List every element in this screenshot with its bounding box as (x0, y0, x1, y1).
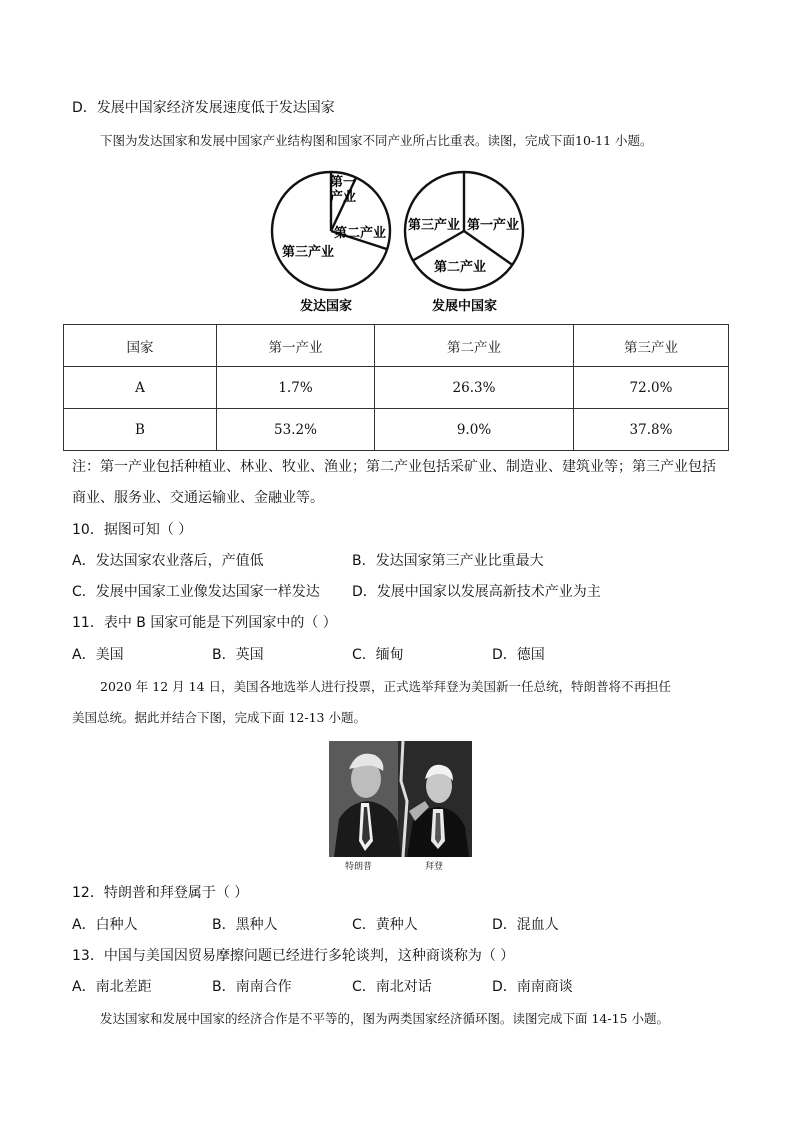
table-note: 商业、服务业、交通运输业、金融业等。 (72, 490, 324, 506)
question-option-c[interactable]: C．黄种人 (352, 917, 418, 933)
table-header-cell: 第二产业 (375, 325, 574, 367)
question-option-a[interactable]: A．美国 (72, 647, 124, 663)
table-row (64, 367, 729, 409)
question-10-stem: 10．据图可知（ ） (72, 522, 193, 538)
question-option-c[interactable]: C．南北对话 (352, 979, 432, 995)
question-option-b[interactable]: B．英国 (212, 647, 264, 663)
pie-label-secondary: 第二产业 (434, 260, 487, 275)
photo-caption-left: 特朗普 (345, 862, 373, 872)
table-cell: 1.7% (217, 367, 375, 409)
table-header-cell: 第一产业 (217, 325, 375, 367)
pie-label-primary-2: 产业 (330, 190, 357, 205)
pie-label-tertiary: 第三产业 (282, 245, 335, 260)
table-note: 注：第一产业包括种植业、林业、牧业、渔业；第二产业包括采矿业、制造业、建筑业等；第三产业包括 (72, 459, 716, 475)
table-cell: 26.3% (375, 367, 574, 409)
table-cell: A (64, 367, 217, 409)
question-option-d: D．发展中国家经济发展速度低于发达国家 (72, 100, 335, 116)
table-cell: B (64, 409, 217, 451)
question-option-c[interactable]: C．缅甸 (352, 647, 404, 663)
question-option-a[interactable]: A．发达国家农业落后，产值低 (72, 553, 264, 569)
question-option-d[interactable]: D．南南商谈 (492, 979, 573, 995)
question-option-d[interactable]: D．混血人 (492, 917, 559, 933)
pie-developing (405, 172, 523, 314)
pie-label-primary: 第一产业 (467, 218, 520, 233)
table-header-row (64, 325, 729, 367)
question-option-b[interactable]: B．南南合作 (212, 979, 292, 995)
question-12-stem: 12．特朗普和拜登属于（ ） (72, 885, 249, 901)
question-11-stem: 11．表中 B 国家可能是下列国家中的（ ） (72, 615, 337, 631)
question-11-options (72, 645, 732, 665)
pie-title-developed: 发达国家 (300, 299, 353, 314)
pie-charts-figure (262, 170, 532, 320)
pie-label-secondary: 第二产业 (334, 226, 387, 241)
question-12-options (72, 915, 732, 935)
intro-text: 下图为发达国家和发展中国家产业结构图和国家不同产业所占比重表。读图，完成下面10-11 小题。 (100, 133, 653, 148)
question-option-b[interactable]: B．发达国家第三产业比重最大 (352, 553, 544, 569)
question-10-options-row-1 (72, 551, 732, 571)
pie-developing-divider-3 (413, 231, 464, 261)
question-option-b[interactable]: B．黑种人 (212, 917, 278, 933)
intro-text: 美国总统。据此并结合下图，完成下面 12-13 小题。 (72, 710, 366, 725)
photo-caption-right: 拜登 (425, 862, 444, 872)
question-option-c[interactable]: C．发展中国家工业像发达国家一样发达 (72, 584, 320, 600)
industry-share-table (63, 324, 729, 451)
table-row (64, 409, 729, 451)
table-header-cell: 国家 (64, 325, 217, 367)
pie-title-developing: 发展中国家 (432, 299, 498, 314)
table-cell: 37.8% (574, 409, 729, 451)
question-option-a[interactable]: A．南北差距 (72, 979, 152, 995)
pie-label-tertiary: 第三产业 (408, 218, 461, 233)
intro-text: 发达国家和发展中国家的经济合作是不平等的，图为两类国家经济循环图。读图完成下面 14-15 小题。 (100, 1011, 669, 1026)
question-option-d[interactable]: D．发展中国家以发展高新技术产业为主 (352, 584, 601, 600)
question-13-options (72, 977, 732, 997)
table-cell: 9.0% (375, 409, 574, 451)
question-option-d[interactable]: D．德国 (492, 647, 545, 663)
table-header-cell: 第三产业 (574, 325, 729, 367)
intro-text: 2020 年 12 月 14 日，美国各地选举人进行投票，正式选举拜登为美国新一任总统，特朗普将不再担任 (100, 679, 671, 694)
candidates-photo (329, 741, 472, 872)
pie-label-primary-1: 第一 (330, 175, 357, 190)
question-option-a[interactable]: A．白种人 (72, 917, 138, 933)
table-cell: 72.0% (574, 367, 729, 409)
pie-developed (272, 172, 390, 314)
question-13-stem: 13．中国与美国因贸易摩擦问题已经进行多轮谈判，这种商谈称为（ ） (72, 948, 515, 964)
table-cell: 53.2% (217, 409, 375, 451)
question-10-options-row-2 (72, 582, 732, 602)
